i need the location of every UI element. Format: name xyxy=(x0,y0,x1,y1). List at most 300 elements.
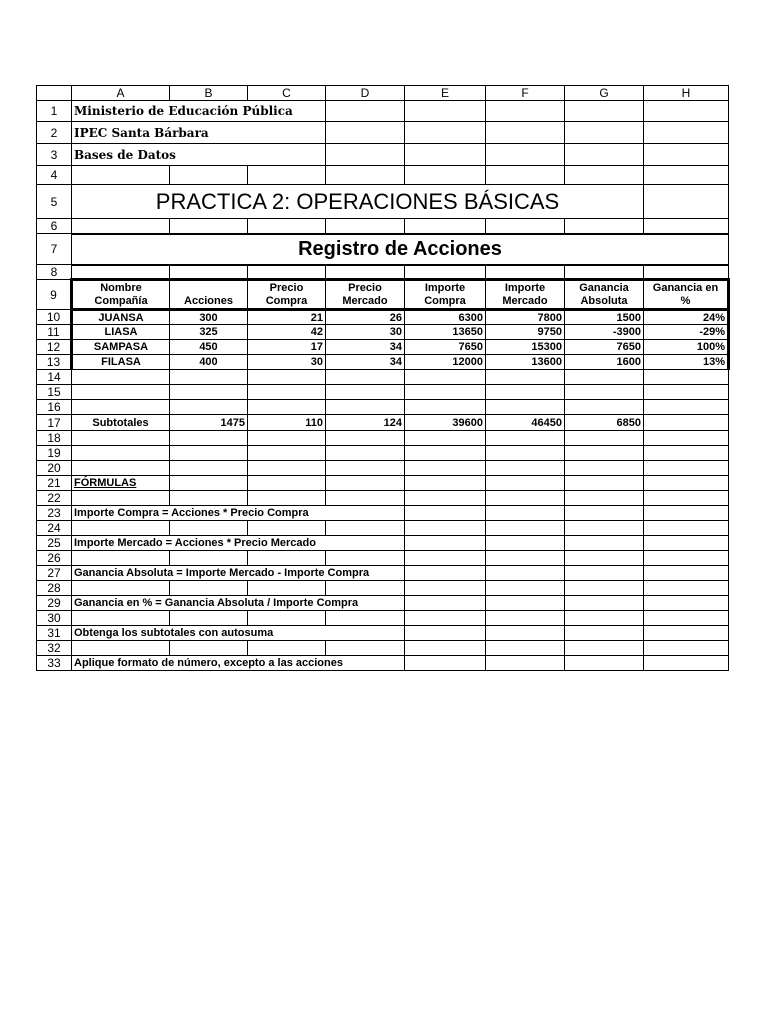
row-33 xyxy=(37,656,729,671)
cell[interactable] xyxy=(486,122,565,144)
cell[interactable] xyxy=(170,385,248,400)
cell[interactable] xyxy=(405,166,486,185)
row-header[interactable]: 2 xyxy=(37,122,72,144)
cell[interactable] xyxy=(248,370,326,385)
row-25 xyxy=(37,536,729,551)
cell[interactable] xyxy=(405,219,486,234)
cell[interactable] xyxy=(248,385,326,400)
row-32 xyxy=(37,641,729,656)
cell[interactable] xyxy=(326,166,405,185)
cell[interactable] xyxy=(486,446,565,461)
cell[interactable] xyxy=(326,122,405,144)
cell[interactable] xyxy=(565,641,644,656)
row-24 xyxy=(37,521,729,536)
cell[interactable] xyxy=(248,476,326,491)
row-header[interactable]: 10 xyxy=(37,310,72,325)
cell[interactable] xyxy=(405,641,486,656)
cell[interactable] xyxy=(170,166,248,185)
corner-cell[interactable] xyxy=(37,86,72,101)
cell-precio-mercado[interactable]: 34 xyxy=(326,355,405,370)
cell-company[interactable]: SAMPASA xyxy=(72,340,170,355)
cell-importe-compra[interactable]: 12000 xyxy=(405,355,486,370)
header-acciones[interactable]: Acciones xyxy=(170,280,248,310)
cell[interactable] xyxy=(170,476,248,491)
subtotal-acciones[interactable]: 1475 xyxy=(170,415,248,431)
cell-bases-de-datos[interactable]: Bases de Datos xyxy=(72,144,326,166)
subtotals-row xyxy=(37,415,729,431)
row-3 xyxy=(37,144,729,166)
formula-ganancia-pct[interactable]: Ganancia en % = Ganancia Absoluta / Importe Compra xyxy=(72,596,405,611)
formula-ganancia-absoluta[interactable]: Ganancia Absoluta = Importe Mercado - Importe Compra xyxy=(72,566,405,581)
col-header-h[interactable]: H xyxy=(644,86,729,101)
cell[interactable] xyxy=(486,566,565,581)
header-nombre[interactable]: Nombre Compañía xyxy=(72,280,170,310)
cell[interactable] xyxy=(565,461,644,476)
cell[interactable] xyxy=(170,431,248,446)
cell[interactable] xyxy=(248,551,326,566)
row-header[interactable]: 16 xyxy=(37,400,72,415)
table-row xyxy=(37,325,729,340)
cell-importe-mercado[interactable]: 15300 xyxy=(486,340,565,355)
cell-acciones[interactable]: 300 xyxy=(170,310,248,325)
cell[interactable] xyxy=(486,400,565,415)
cell-ganancia-absoluta[interactable]: 7650 xyxy=(565,340,644,355)
cell[interactable] xyxy=(72,400,170,415)
cell[interactable] xyxy=(644,144,729,166)
instruction-formato[interactable]: Aplique formato de número, excepto a las acciones xyxy=(72,656,405,671)
row-4 xyxy=(37,166,729,185)
cell[interactable] xyxy=(565,596,644,611)
row-5 xyxy=(37,185,729,219)
cell[interactable] xyxy=(170,446,248,461)
row-20 xyxy=(37,461,729,476)
cell-company[interactable]: JUANSA xyxy=(72,310,170,325)
row-header[interactable]: 22 xyxy=(37,491,72,506)
cell[interactable] xyxy=(248,219,326,234)
cell[interactable] xyxy=(170,641,248,656)
cell[interactable] xyxy=(405,566,486,581)
cell[interactable] xyxy=(248,461,326,476)
cell[interactable] xyxy=(72,641,170,656)
cell[interactable] xyxy=(405,611,486,626)
row-header[interactable]: 27 xyxy=(37,566,72,581)
cell[interactable] xyxy=(565,385,644,400)
row-19 xyxy=(37,446,729,461)
cell[interactable] xyxy=(405,144,486,166)
cell[interactable] xyxy=(644,122,729,144)
cell[interactable] xyxy=(644,446,729,461)
col-header-b[interactable]: B xyxy=(170,86,248,101)
row-header[interactable]: 1 xyxy=(37,101,72,122)
header-precio-compra[interactable]: Precio Compra xyxy=(248,280,326,310)
cell[interactable] xyxy=(644,641,729,656)
cell[interactable] xyxy=(565,656,644,671)
cell[interactable] xyxy=(644,536,729,551)
cell[interactable] xyxy=(644,476,729,491)
cell[interactable] xyxy=(644,461,729,476)
row-23 xyxy=(37,506,729,521)
practice-title[interactable]: PRACTICA 2: OPERACIONES BÁSICAS xyxy=(72,185,644,219)
cell[interactable] xyxy=(72,370,170,385)
cell[interactable] xyxy=(644,415,729,431)
cell[interactable] xyxy=(405,400,486,415)
row-header[interactable]: 8 xyxy=(37,265,72,280)
cell[interactable] xyxy=(72,611,170,626)
cell[interactable] xyxy=(248,265,326,280)
cell[interactable] xyxy=(565,611,644,626)
cell[interactable] xyxy=(326,265,405,280)
header-importe-compra[interactable]: Importe Compra xyxy=(405,280,486,310)
row-header[interactable]: 3 xyxy=(37,144,72,166)
row-header[interactable]: 12 xyxy=(37,340,72,355)
cell[interactable] xyxy=(486,476,565,491)
table-row xyxy=(37,340,729,355)
cell[interactable] xyxy=(644,219,729,234)
cell[interactable] xyxy=(565,476,644,491)
cell[interactable] xyxy=(486,641,565,656)
cell[interactable] xyxy=(405,370,486,385)
row-header[interactable]: 14 xyxy=(37,370,72,385)
cell[interactable] xyxy=(486,581,565,596)
cell[interactable] xyxy=(72,265,170,280)
cell[interactable] xyxy=(486,611,565,626)
cell[interactable] xyxy=(326,144,405,166)
cell-precio-compra[interactable]: 17 xyxy=(248,340,326,355)
cell[interactable] xyxy=(644,596,729,611)
row-header[interactable]: 6 xyxy=(37,219,72,234)
cell[interactable] xyxy=(486,506,565,521)
row-16 xyxy=(37,400,729,415)
row-header[interactable]: 21 xyxy=(37,476,72,491)
cell[interactable] xyxy=(644,370,729,385)
cell[interactable] xyxy=(565,166,644,185)
table-row xyxy=(37,310,729,325)
row-31 xyxy=(37,626,729,641)
cell-importe-compra[interactable]: 7650 xyxy=(405,340,486,355)
row-header[interactable]: 28 xyxy=(37,581,72,596)
cell[interactable] xyxy=(565,431,644,446)
cell-ministerio[interactable]: Ministerio de Educación Pública xyxy=(72,101,326,122)
cell[interactable] xyxy=(72,521,170,536)
row-header[interactable]: 19 xyxy=(37,446,72,461)
cell[interactable] xyxy=(405,626,486,641)
cell[interactable] xyxy=(326,491,405,506)
cell[interactable] xyxy=(248,641,326,656)
cell[interactable] xyxy=(565,101,644,122)
cell[interactable] xyxy=(644,611,729,626)
row-21 xyxy=(37,476,729,491)
row-header[interactable]: 18 xyxy=(37,431,72,446)
cell[interactable] xyxy=(170,611,248,626)
formula-importe-mercado[interactable]: Importe Mercado = Acciones * Precio Mercado xyxy=(72,536,405,551)
header-importe-mercado[interactable]: Importe Mercado xyxy=(486,280,565,310)
col-header-g[interactable]: G xyxy=(565,86,644,101)
cell[interactable] xyxy=(405,122,486,144)
cell[interactable] xyxy=(248,491,326,506)
cell[interactable] xyxy=(565,536,644,551)
cell-precio-compra[interactable]: 30 xyxy=(248,355,326,370)
row-18 xyxy=(37,431,729,446)
cell[interactable] xyxy=(644,566,729,581)
cell-importe-mercado[interactable]: 13600 xyxy=(486,355,565,370)
cell[interactable] xyxy=(644,400,729,415)
cell[interactable] xyxy=(565,581,644,596)
row-header[interactable]: 29 xyxy=(37,596,72,611)
cell[interactable] xyxy=(405,521,486,536)
cell[interactable] xyxy=(644,506,729,521)
header-precio-mercado[interactable]: Precio Mercado xyxy=(326,280,405,310)
cell[interactable] xyxy=(72,446,170,461)
cell[interactable] xyxy=(486,370,565,385)
cell-precio-mercado[interactable]: 34 xyxy=(326,340,405,355)
cell[interactable] xyxy=(486,166,565,185)
row-8 xyxy=(37,265,729,280)
cell[interactable] xyxy=(405,446,486,461)
cell-acciones[interactable]: 400 xyxy=(170,355,248,370)
row-header[interactable]: 33 xyxy=(37,656,72,671)
cell-acciones[interactable]: 325 xyxy=(170,325,248,340)
cell[interactable] xyxy=(486,551,565,566)
cell[interactable] xyxy=(72,551,170,566)
cell-ganancia-pct[interactable]: -29% xyxy=(644,325,729,340)
cell-importe-compra[interactable]: 13650 xyxy=(405,325,486,340)
cell[interactable] xyxy=(72,166,170,185)
cell[interactable] xyxy=(170,461,248,476)
row-header[interactable]: 4 xyxy=(37,166,72,185)
cell[interactable] xyxy=(170,581,248,596)
cell-acciones[interactable]: 450 xyxy=(170,340,248,355)
cell[interactable] xyxy=(405,596,486,611)
formulas-title[interactable]: FÓRMULAS xyxy=(72,476,170,491)
row-header[interactable]: 30 xyxy=(37,611,72,626)
row-header[interactable]: 24 xyxy=(37,521,72,536)
subtotal-ganancia-absoluta[interactable]: 6850 xyxy=(565,415,644,431)
subtotals-label[interactable]: Subtotales xyxy=(72,415,170,431)
row-14 xyxy=(37,370,729,385)
cell[interactable] xyxy=(248,611,326,626)
row-header[interactable]: 5 xyxy=(37,185,72,219)
cell-ganancia-absoluta[interactable]: 1600 xyxy=(565,355,644,370)
cell[interactable] xyxy=(565,521,644,536)
cell-ganancia-pct[interactable]: 13% xyxy=(644,355,729,370)
cell-company[interactable]: FILASA xyxy=(72,355,170,370)
cell-ganancia-pct[interactable]: 100% xyxy=(644,340,729,355)
row-header[interactable]: 17 xyxy=(37,415,72,431)
cell[interactable] xyxy=(405,476,486,491)
cell[interactable] xyxy=(72,461,170,476)
row-26 xyxy=(37,551,729,566)
row-header[interactable]: 26 xyxy=(37,551,72,566)
cell[interactable] xyxy=(72,491,170,506)
cell[interactable] xyxy=(72,219,170,234)
cell[interactable] xyxy=(565,144,644,166)
cell[interactable] xyxy=(326,219,405,234)
instruction-subtotales[interactable]: Obtenga los subtotales con autosuma xyxy=(72,626,405,641)
row-header[interactable]: 31 xyxy=(37,626,72,641)
cell[interactable] xyxy=(326,101,405,122)
cell[interactable] xyxy=(405,551,486,566)
cell[interactable] xyxy=(405,491,486,506)
cell[interactable] xyxy=(248,521,326,536)
formula-importe-compra[interactable]: Importe Compra = Acciones * Precio Compra xyxy=(72,506,405,521)
cell[interactable] xyxy=(405,101,486,122)
cell[interactable] xyxy=(170,551,248,566)
cell[interactable] xyxy=(644,385,729,400)
row-28 xyxy=(37,581,729,596)
col-header-f[interactable]: F xyxy=(486,86,565,101)
table-row xyxy=(37,355,729,370)
cell-importe-mercado[interactable]: 9750 xyxy=(486,325,565,340)
cell[interactable] xyxy=(486,144,565,166)
cell[interactable] xyxy=(486,626,565,641)
row-6 xyxy=(37,219,729,234)
cell[interactable] xyxy=(486,596,565,611)
cell[interactable] xyxy=(326,641,405,656)
cell[interactable] xyxy=(644,656,729,671)
cell[interactable] xyxy=(326,551,405,566)
cell[interactable] xyxy=(486,656,565,671)
cell[interactable] xyxy=(405,385,486,400)
cell[interactable] xyxy=(248,400,326,415)
cell[interactable] xyxy=(248,166,326,185)
cell[interactable] xyxy=(405,265,486,280)
row-header[interactable]: 9 xyxy=(37,280,72,310)
cell[interactable] xyxy=(486,219,565,234)
cell-precio-compra[interactable]: 42 xyxy=(248,325,326,340)
row-header[interactable]: 11 xyxy=(37,325,72,340)
cell[interactable] xyxy=(326,581,405,596)
row-header[interactable]: 13 xyxy=(37,355,72,370)
row-header[interactable]: 15 xyxy=(37,385,72,400)
cell[interactable] xyxy=(486,521,565,536)
row-2 xyxy=(37,122,729,144)
cell[interactable] xyxy=(486,431,565,446)
cell-precio-mercado[interactable]: 30 xyxy=(326,325,405,340)
cell[interactable] xyxy=(486,536,565,551)
cell[interactable] xyxy=(644,185,729,219)
cell-importe-compra[interactable]: 6300 xyxy=(405,310,486,325)
cell-ipec[interactable]: IPEC Santa Bárbara xyxy=(72,122,326,144)
cell[interactable] xyxy=(644,265,729,280)
row-7 xyxy=(37,234,729,265)
cell-company[interactable]: LIASA xyxy=(72,325,170,340)
cell[interactable] xyxy=(486,265,565,280)
cell[interactable] xyxy=(326,476,405,491)
cell[interactable] xyxy=(72,385,170,400)
cell[interactable] xyxy=(326,431,405,446)
cell[interactable] xyxy=(170,265,248,280)
cell[interactable] xyxy=(565,506,644,521)
cell-importe-mercado[interactable]: 7800 xyxy=(486,310,565,325)
cell[interactable] xyxy=(486,101,565,122)
cell[interactable] xyxy=(644,581,729,596)
cell[interactable] xyxy=(405,461,486,476)
row-header[interactable]: 32 xyxy=(37,641,72,656)
registro-title[interactable]: Registro de Acciones xyxy=(72,234,729,265)
row-27 xyxy=(37,566,729,581)
cell[interactable] xyxy=(565,370,644,385)
column-header-row xyxy=(37,86,729,101)
cell[interactable] xyxy=(405,506,486,521)
cell[interactable] xyxy=(326,461,405,476)
cell[interactable] xyxy=(326,611,405,626)
cell[interactable] xyxy=(72,431,170,446)
cell[interactable] xyxy=(248,431,326,446)
cell[interactable] xyxy=(565,219,644,234)
cell[interactable] xyxy=(644,101,729,122)
subtotal-precio-compra[interactable]: 110 xyxy=(248,415,326,431)
cell-precio-mercado[interactable]: 26 xyxy=(326,310,405,325)
row-header[interactable]: 20 xyxy=(37,461,72,476)
cell[interactable] xyxy=(644,431,729,446)
cell[interactable] xyxy=(644,551,729,566)
cell[interactable] xyxy=(405,536,486,551)
cell[interactable] xyxy=(326,370,405,385)
cell[interactable] xyxy=(326,446,405,461)
cell[interactable] xyxy=(644,521,729,536)
cell[interactable] xyxy=(644,491,729,506)
cell[interactable] xyxy=(565,400,644,415)
cell[interactable] xyxy=(326,385,405,400)
cell[interactable] xyxy=(326,400,405,415)
cell[interactable] xyxy=(170,219,248,234)
cell[interactable] xyxy=(565,265,644,280)
row-22 xyxy=(37,491,729,506)
cell[interactable] xyxy=(486,461,565,476)
cell[interactable] xyxy=(486,385,565,400)
cell[interactable] xyxy=(170,370,248,385)
cell[interactable] xyxy=(170,521,248,536)
cell-ganancia-absoluta[interactable]: -3900 xyxy=(565,325,644,340)
subtotal-importe-mercado[interactable]: 46450 xyxy=(486,415,565,431)
row-15 xyxy=(37,385,729,400)
cell[interactable] xyxy=(644,166,729,185)
cell[interactable] xyxy=(405,656,486,671)
subtotal-importe-compra[interactable]: 39600 xyxy=(405,415,486,431)
header-ganancia-absoluta[interactable]: Ganancia Absoluta xyxy=(565,280,644,310)
cell-precio-compra[interactable]: 21 xyxy=(248,310,326,325)
cell-ganancia-pct[interactable]: 24% xyxy=(644,310,729,325)
cell[interactable] xyxy=(170,491,248,506)
row-header[interactable]: 23 xyxy=(37,506,72,521)
cell[interactable] xyxy=(248,581,326,596)
cell[interactable] xyxy=(565,566,644,581)
col-header-d[interactable]: D xyxy=(326,86,405,101)
cell[interactable] xyxy=(565,446,644,461)
cell[interactable] xyxy=(644,626,729,641)
col-header-c[interactable]: C xyxy=(248,86,326,101)
cell[interactable] xyxy=(565,122,644,144)
cell[interactable] xyxy=(486,491,565,506)
cell[interactable] xyxy=(248,446,326,461)
cell[interactable] xyxy=(565,491,644,506)
col-header-e[interactable]: E xyxy=(405,86,486,101)
cell-ganancia-absoluta[interactable]: 1500 xyxy=(565,310,644,325)
cell[interactable] xyxy=(565,551,644,566)
cell[interactable] xyxy=(170,400,248,415)
col-header-a[interactable]: A xyxy=(72,86,170,101)
cell[interactable] xyxy=(405,581,486,596)
row-29 xyxy=(37,596,729,611)
subtotal-precio-mercado[interactable]: 124 xyxy=(326,415,405,431)
row-header[interactable]: 25 xyxy=(37,536,72,551)
cell[interactable] xyxy=(565,626,644,641)
header-ganancia-pct[interactable]: Ganancia en % xyxy=(644,280,729,310)
cell[interactable] xyxy=(326,521,405,536)
row-header[interactable]: 7 xyxy=(37,234,72,265)
cell[interactable] xyxy=(72,581,170,596)
cell[interactable] xyxy=(405,431,486,446)
